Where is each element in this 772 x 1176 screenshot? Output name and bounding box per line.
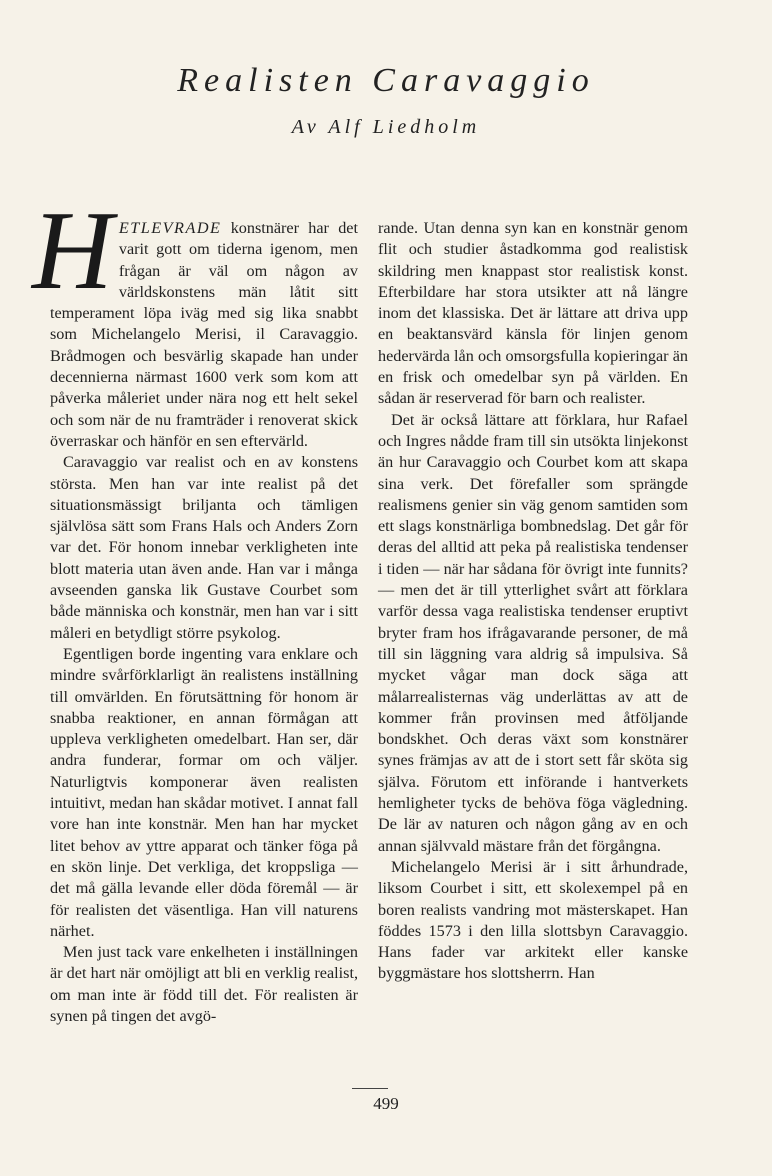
paragraph: rande. Utan denna syn kan en konstnär genom flit och studier åstadkomma god realistisk skildring men knappast stor realistisk konst. Efterbildare har stora utsikter att nå längre inom det klassiska. Det är lättare att driva upp en beaktansvärd känsla för linjen genom hedervärda lån och omsorgsfulla kopieringar än en frisk och omedelbar syn på världen. En sådan är reserverad för barn och realister.: [378, 219, 688, 408]
paragraph: Det är också lättare att förklara, hur Rafael och Ingres nådde fram till sin utsökta linjekonst än hur Caravaggio och Courbet kom att skapa sina verk. Det förefaller som sprängde realismens genier sin väg genom samtiden som ett slags konstnärliga bombnedslag. Det går för deras del alltid att peka på realistiska tendenser i tiden — när har sådana för övrigt inte funnits? — men det är till ytterlighet svårt att förklara varför dessa vaga realistiska tendenser eruptivt bryter fram hos ifrågavarande personer, de må till sin läggning vara aldrig så impulsiva. Så mycket vågar man dock säga att målarrealisternas väg underlättas av att de kommer från provinsen med åtföljande bondskhet. Och deras växt som konstnärer synes främjas av att de i stort sett får sköta sig själva. Förutom ett införande i hantverkets hemligheter tycks de behöva föga vägledning. De lär av naturen och någon gång av en och annan självvald mästare från det förgångna.: [378, 410, 688, 855]
paragraph: Michelangelo Merisi är i sitt århundrade, liksom Courbet i sitt, ett skolexempel på en boren realists vandring mot mästerskapet. Han föddes 1573 i den lilla slottsbyn Caravaggio. Hans fader var arkitekt eller kanske byggmästare hos slottsherrn. Han: [378, 857, 688, 983]
paragraph: Egentligen borde ingenting vara enklare och mindre svårförklarligt än realistens inställning till omvärlden. En förutsättning för honom är snabba reaktioner, en annan förmågan att uppleva verkligheten omedelbart. Han ser, där andra funderar, formar om och väljer. Naturligtvis komponerar även realisten intuitivt, medan han skådar motivet. I annat fall vore han inte konstnär. Men han har mycket litet behov av yttre apparat och tänker föga på en skön linje. Det verkliga, det kroppsliga — det må gälla levande eller döda föremål — är för realisten det väsentliga. Han vill naturens närhet.: [50, 644, 358, 940]
footer-rule: [352, 1088, 388, 1089]
paragraph: Men just tack vare enkelheten i inställningen är det hart när omöjligt att bli en verklig realist, om man inte är född till det. För realisten är synen på tingen det avgö-: [50, 943, 358, 1025]
paragraph-text: konstnärer har det varit gott om tiderna igenom, men frågan är väl om någon av världskonstens män låtit sitt temperament löpa iväg med sig lika snabbt som Michelangelo Merisi, il Caravaggio. Brådmogen och besvärlig skapade han under decennierna närmast 1600 verk som kom att påverka måleriet under nära nog ett helt sekel och som när de nu framträder i renoverat skick överraskar och hänför en sen eftervärld.: [50, 219, 358, 450]
article-title: Realisten Caravaggio: [177, 62, 595, 99]
opening-word: ETLEVRADE: [118, 219, 222, 237]
left-column: [32, 189, 358, 1027]
article-byline: Av Alf Liedholm: [291, 116, 481, 138]
drop-cap: H: [32, 189, 113, 313]
paragraph: [32, 189, 358, 452]
page-number: 499: [373, 1094, 399, 1113]
right-column: [378, 218, 688, 985]
paragraph: Caravaggio var realist och en av konstens största. Men han var inte realist på det situationsmässigt briljanta och tämligen självlösa sätt som Frans Hals och Anders Zorn var det. För honom innebar verkligheten inte blott materia utan även ande. Han var i många avseenden ganska lik Gustave Courbet som både människa och konstnär, men han var i sitt måleri en betydligt större psykolog.: [50, 453, 358, 642]
